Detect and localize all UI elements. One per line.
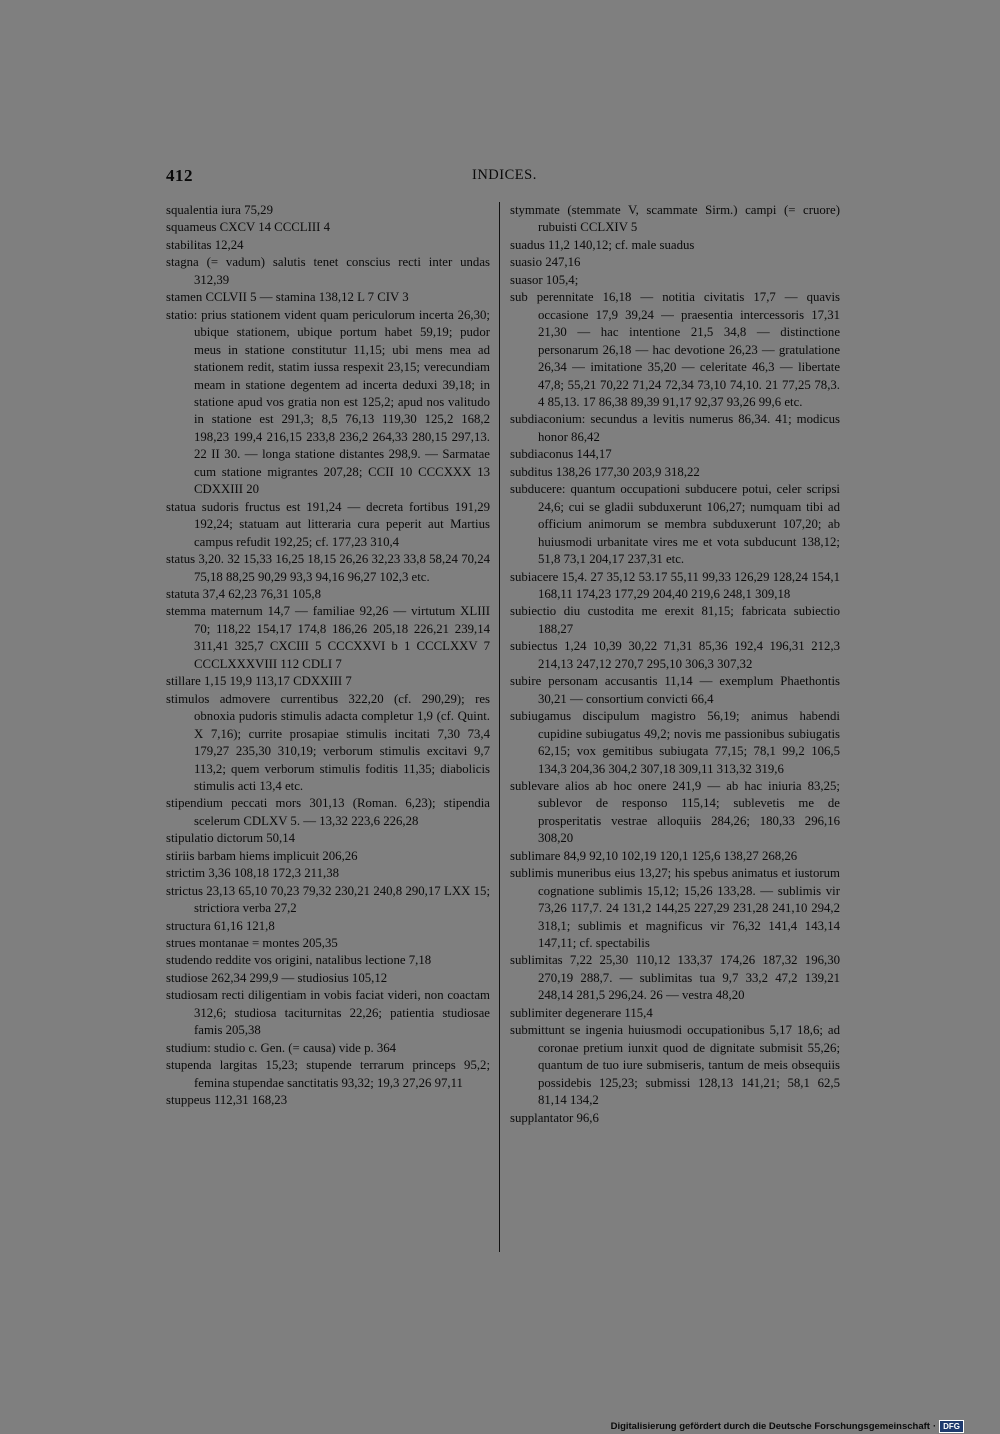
dfg-logo: DFG (939, 1420, 964, 1433)
index-entry: sublevare alios ab hoc onere 241,9 — ab hac iniuria 83,25; sublevor de responso 115,14; sublevetis me de prosperitatis vestrae alloquiis 284,26; 180,33 296,16 308,20 (510, 778, 840, 846)
index-entry: subire personam accusantis 11,14 — exemplum Phaethontis 30,21 — consortium convicti 66,4 (510, 674, 840, 706)
index-entry: stuppeus 112,31 168,23 (166, 1093, 288, 1108)
index-entry: suasor 105,4; (510, 272, 579, 287)
index-column-left (166, 202, 490, 1110)
index-entry: subdiaconus 144,17 (510, 447, 612, 462)
index-entry: stipulatio dictorum 50,14 (166, 831, 296, 846)
index-column-right (510, 202, 840, 1127)
separator: · (932, 1421, 937, 1432)
index-entry: stipendium peccati mors 301,13 (Roman. 6,23); stipendia scelerum CDLXV 5. — 13,32 223,6 226,28 (166, 796, 490, 828)
index-entry: subiectus 1,24 10,39 30,22 71,31 85,36 192,4 196,31 212,3 214,13 247,12 270,7 295,10 306,3 307,32 (510, 639, 840, 671)
index-entry: squalentia iura 75,29 (166, 203, 273, 217)
index-entry: statuta 37,4 62,23 76,31 105,8 (166, 586, 321, 601)
index-entry: stamen CCLVII 5 — stamina 138,12 L 7 CIV 3 (166, 290, 409, 305)
index-entry: supplantator 96,6 (510, 1110, 599, 1125)
running-title: INDICES. (472, 167, 537, 183)
index-entry: stiriis barbam hiems implicuit 206,26 (166, 848, 358, 863)
index-entry: studendo reddite vos origini, natalibus lectione 7,18 (166, 953, 432, 968)
index-entry: sublimare 84,9 92,10 102,19 120,1 125,6 138,27 268,26 (510, 848, 798, 863)
index-entry: sublimitas 7,22 25,30 110,12 133,37 174,26 187,32 196,30 270,19 288,7. — sublimitas tua 9,7 33,2 47,2 139,21 248,14 281,5 296,24. 26 — vestra 48,20 (510, 953, 840, 1003)
column-divider (499, 202, 500, 1252)
index-entry: stymmate (stemmate V, scammate Sirm.) campi (= cruore) rubuisti CCLXIV 5 (510, 203, 840, 235)
index-entry: statio: prius stationem vident quam periculorum incerta 26,30; ubique stationem, ubique portum habet 59,19; pudor meus in statione constitutur 11,15; ubi mens mea ad stationem redit, statim iussa respexit 23,15; verecundiam meam in statione degentem ad incerta deduxi 39,18; in statione apud vos gratia non est 125,2; apud nos valitudo in statione est 291,3; 8,5 76,13 119,30 125,2 168,2 198,23 199,4 216,15 233,8 236,2 264,33 280,15 297,13. 22 II 30. — longa statione distantes 298,9. — Sarmatae cum statione migrantes 207,28; CCII 10 CCCXXX 13 CDXXIII 20 (166, 307, 490, 497)
index-entry: subiugamus discipulum magistro 56,19; animus habendi cupidine subiugatus 49,2; novis me passionibus subiugatis 62,15; vox gemitibus subiugata 77,15; 78,1 99,2 106,5 134,3 204,36 304,2 307,18 309,11 313,32 319,6 (510, 709, 840, 776)
index-entry: stabilitas 12,24 (166, 237, 244, 252)
index-entry: squameus CXCV 14 CCCLIII 4 (166, 220, 330, 235)
funding-footer (611, 1420, 964, 1433)
index-entry: sublimis muneribus eius 13,27; his spebus animatus et iustorum cognatione sublimis 15,12; 15,26 133,28. — sublimis vir 73,26 117,7. 24 131,2 144,25 227,29 231,28 241,10 294,2 318,1; sublimis et magnificus vir 76,32 141,4 143,14 147,11; cf. spectabilis (510, 866, 840, 951)
index-entry: stillare 1,15 19,9 113,17 CDXXIII 7 (166, 674, 352, 689)
index-entry: submittunt se ingenia huiusmodi occupationibus 5,17 18,6; ad coronae pretium iunxit quod de dignitate submisit 55,26; quantum de tuo iure submiseris, tantum de meis obsequiis possidebis 125,23; submissi 128,13 141,21; 58,1 62,5 81,14 134,2 (510, 1023, 840, 1108)
index-entry: subdiaconium: secundus a levitis numerus 86,34. 41; modicus honor 86,42 (510, 412, 840, 444)
index-entry: suadus 11,2 140,12; cf. male suadus (510, 237, 695, 252)
index-entry: stupenda largitas 15,23; stupende terrarum princeps 95,2; femina stupendae sanctitatis 93,32; 19,3 27,26 97,11 (166, 1058, 490, 1090)
index-entry: subducere: quantum occupationi subducere potui, celer scripsi 24,6; cui se gladii subduxerunt 106,27; numquam tibi ad officium animorum se membra subduxerunt 107,20; ab huiusmodi urbanitate vires me et vota subducunt 138,12; 51,8 73,1 204,17 237,31 etc. (510, 482, 840, 567)
funding-note: Digitalisierung gefördert durch die Deutsche Forschungsgemeinschaft (610, 1421, 930, 1432)
index-entry: studium: studio c. Gen. (= causa) vide p. 364 (166, 1040, 397, 1055)
index-entry: strictim 3,36 108,18 172,3 211,38 (166, 866, 339, 881)
index-entry: stimulos admovere currentibus 322,20 (cf. 290,29); res obnoxia pudoris stimulis adacta completur 1,9 (cf. Quint. X 7,16); currite prosapiae stimulis incitati 7,30 73,4 179,27 235,30 310,19; verborum stimulis excitavi 9,7 113,2; quem verborum stimulis foditis 11,35; diabolicis stimulis acti 13,4 etc. (166, 691, 490, 793)
index-entry: statua sudoris fructus est 191,24 — decreta fortibus 191,29 192,24; statuam aut litteraria cura peperit aut Martius campus refudit 192,25; cf. 177,23 310,4 (166, 499, 490, 549)
index-entry: stagna (= vadum) salutis tenet conscius recti inter undas 312,39 (166, 255, 490, 287)
index-entry: strictus 23,13 65,10 70,23 79,32 230,21 240,8 290,17 LXX 15; strictiora verba 27,2 (166, 883, 490, 916)
index-entry: sublimiter degenerare 115,4 (510, 1005, 653, 1020)
page-number: 412 (166, 166, 193, 185)
index-entry: subiacere 15,4. 27 35,12 53.17 55,11 99,33 126,29 128,24 154,1 168,11 174,23 177,29 204,40 219,6 248,1 309,18 (510, 569, 840, 601)
index-entry: subiectio diu custodita me erexit 81,15; fabricata subiectio 188,27 (510, 604, 840, 636)
index-entry: sub perennitate 16,18 — notitia civitatis 17,7 — quavis occasione 17,9 39,24 — praesentia intercessoris 17,31 21,30 — hac intentione 21,5 34,8 — distinctione personarum 26,18 — hac devotione 26,23 — gratulatione 26,34 — imitatione 35,20 — celeritate 46,3 — libertate 47,8; 55,21 70,22 71,24 72,34 73,10 74,10. 21 77,25 78,3. 4 85,13. 17 86,38 89,39 91,17 92,37 93,26 99,6 etc. (510, 290, 840, 409)
index-entry: strues montanae = montes 205,35 (166, 936, 338, 951)
index-entry: subditus 138,26 177,30 203,9 318,22 (510, 464, 700, 479)
index-entry: stemma maternum 14,7 — familiae 92,26 — virtutum XLIII 70; 118,22 154,17 174,8 186,26 205,18 226,21 239,14 311,41 325,7 CXCIII 5 CCCXXVI b 1 CCCLXXV 7 CCCLXXXVIII 112 CDLI 7 (166, 604, 490, 671)
index-entry: studiosam recti diligentiam in vobis faciat videri, non coactam 312,6; studiosa taciturnitas 22,26; patientia studiosae famis 205,38 (166, 988, 490, 1038)
index-entry: structura 61,16 121,8 (166, 918, 275, 933)
index-entry: status 3,20. 32 15,33 16,25 18,15 26,26 32,23 33,8 58,24 70,24 75,18 88,25 90,29 93,3 94,16 96,27 102,3 etc. (166, 552, 490, 584)
index-entry: studiose 262,34 299,9 — studiosius 105,12 (166, 970, 388, 985)
index-entry: suasio 247,16 (510, 255, 581, 270)
